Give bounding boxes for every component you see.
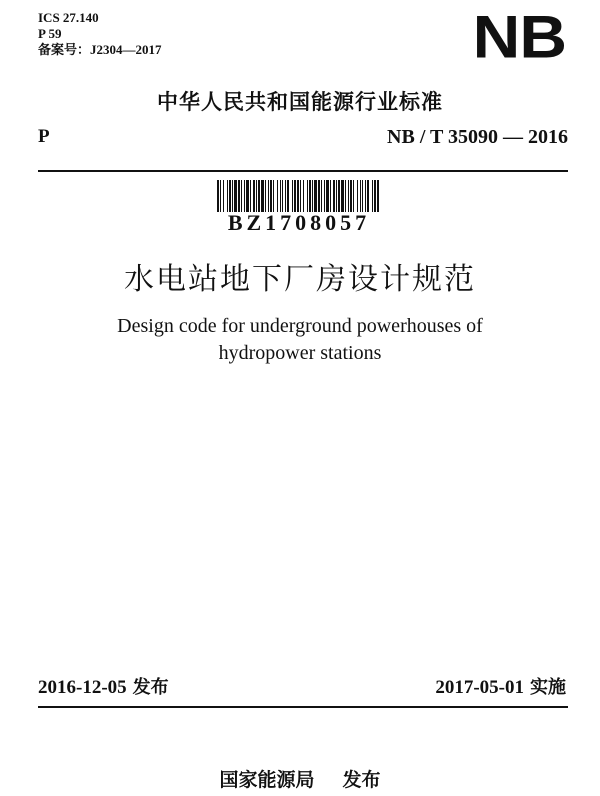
barcode-bar [321, 180, 322, 212]
standard-number: NB / T 35090 — 2016 [387, 126, 568, 148]
implementation-date: 2017-05-01 [435, 677, 524, 698]
barcode-bar [270, 180, 272, 212]
barcode-bar [261, 180, 264, 212]
issue-label: 发布 [132, 677, 169, 698]
ics-code: ICS 27.140 [38, 10, 99, 25]
barcode-bar [372, 180, 373, 212]
standard-meta-block [38, 10, 162, 58]
barcode-bar [309, 180, 311, 212]
barcode-bar [377, 180, 379, 212]
barcode-bar [292, 180, 293, 212]
barcode-bar [357, 180, 358, 212]
barcode-bar [223, 180, 224, 212]
industry-standard-title: 中华人民共和国能源行业标准 [157, 90, 443, 114]
barcode-bar [229, 180, 231, 212]
barcode-bar [227, 180, 228, 212]
barcode-bar [217, 180, 219, 212]
barcode-bar [338, 180, 340, 212]
barcode-bar [280, 180, 281, 212]
barcode-bar [250, 180, 251, 212]
barcode-bar [297, 180, 299, 212]
barcode-bar [350, 180, 352, 212]
barcode-bar [285, 180, 286, 212]
english-title-line-2: hydropower stations [218, 342, 382, 364]
barcode-bar [273, 180, 274, 212]
barcode-bar [268, 180, 269, 212]
barcode-bar [282, 180, 283, 212]
barcode-bar [246, 180, 249, 212]
barcode-bar [314, 180, 317, 212]
barcode-bar [232, 180, 233, 212]
barcode-bar [374, 180, 376, 212]
barcode-bar [287, 180, 289, 212]
implementation-label: 实施 [530, 677, 566, 698]
footer-divider [38, 706, 568, 708]
publisher-block [0, 765, 600, 792]
barcode-bar [365, 180, 366, 212]
barcode-bar [367, 180, 369, 212]
barcode-number: BZ1708057 [227, 210, 371, 235]
barcode-bar [312, 180, 313, 212]
barcode-bar [336, 180, 337, 212]
barcode-bar [330, 180, 331, 212]
barcode-bar [238, 180, 240, 212]
barcode-bar [265, 180, 266, 212]
category-letter: P [38, 126, 50, 147]
barcode-icon [216, 180, 382, 212]
publisher-name: 国家能源局 [219, 769, 315, 791]
barcode-bar [326, 180, 329, 212]
barcode-bar [353, 180, 354, 212]
issue-date: 2016-12-05 [38, 677, 127, 698]
barcode-bar [294, 180, 296, 212]
barcode-bar [324, 180, 325, 212]
english-title-line-1: Design code for underground powerhouses of [117, 315, 483, 337]
barcode-bar [256, 180, 257, 212]
barcode-bar [345, 180, 346, 212]
barcode-bar [341, 180, 344, 212]
nb-logo: NB [472, 2, 566, 71]
document-title-chinese: 水电站地下厂房设计规范 [124, 262, 476, 297]
barcode-bar [318, 180, 320, 212]
barcode-bar [277, 180, 278, 212]
barcode-bar [220, 180, 221, 212]
barcode-bar [362, 180, 363, 212]
record-number: 备案号：J2304—2017 [38, 42, 162, 57]
publisher-label: 发布 [342, 769, 381, 791]
header-divider [38, 170, 568, 172]
barcode-bar [303, 180, 304, 212]
classification-code: P 59 [38, 26, 62, 41]
barcode-bar [244, 180, 245, 212]
barcode-bar [360, 180, 361, 212]
document-title-english [0, 313, 600, 367]
implementation-date-block [435, 673, 566, 699]
barcode-bar [253, 180, 255, 212]
barcode-bar [234, 180, 237, 212]
barcode-bar [348, 180, 349, 212]
issue-date-block [38, 673, 169, 699]
barcode-bar [241, 180, 242, 212]
barcode-bar [258, 180, 260, 212]
barcode-bar [333, 180, 335, 212]
barcode-bar [300, 180, 301, 212]
barcode-bar [307, 180, 308, 212]
